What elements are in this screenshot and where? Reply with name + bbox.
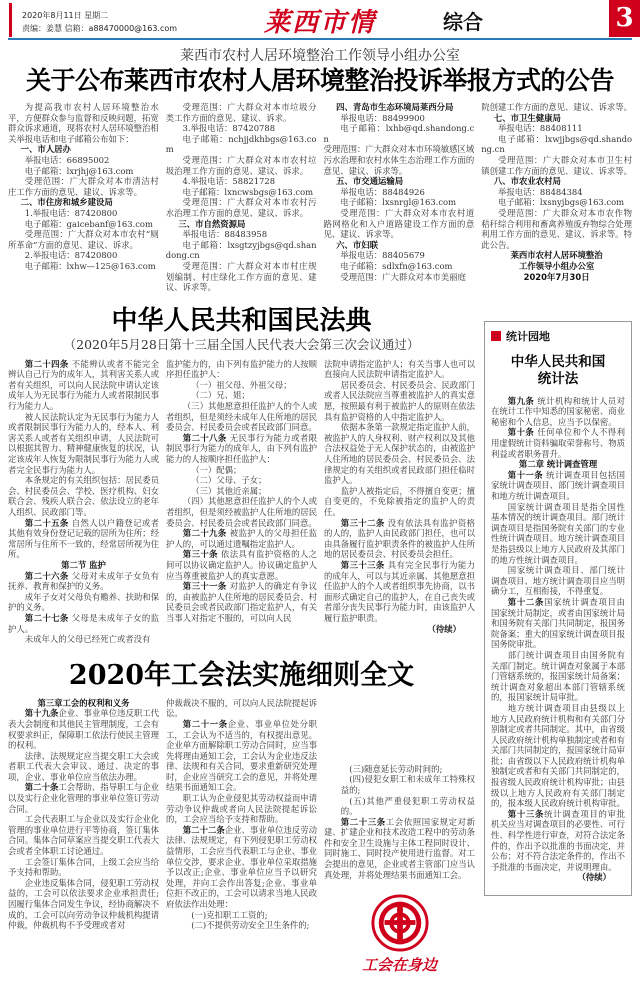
paragraph-text: 部门统计调查项目由国务院有关部门制定。统计调查对象属于本部门管辖系统的，报国家统计局备案；统计调查对象超出本部门管辖系统的，报国家统计局审批。 (491, 649, 625, 703)
paragraph-text: 受理范围：广大群众对本市环境敏感区域污水治理和农村水体生态治理工作方面的意见、建议、诉求等。 (323, 144, 475, 176)
paragraph (166, 496, 317, 528)
paragraph-text: 具有完全民事行为能力的成年人，可以与其近亲属、其他愿意担任监护人的个人或者组织事先协商，以书面形式确定自己的监护人，在自己丧失或者部分丧失民事行为能力时，由该监护人履行监护职责。 (324, 559, 475, 623)
article-number: 第三十二条 (340, 517, 385, 528)
notice-column (166, 102, 317, 293)
paragraph (8, 592, 159, 613)
page-number: 3 (609, 0, 640, 37)
labor-law-column (324, 764, 475, 881)
paragraph (324, 774, 475, 795)
paragraph (166, 380, 317, 391)
paragraph-text: 受理范围：广大群众对本市美丽庭 (340, 271, 466, 282)
trade-union-emblem-icon (371, 894, 429, 952)
paragraph (166, 920, 317, 931)
paragraph-text: 受理范围：广大群众对本市卫生村镇创建工作方面的意见、建议、诉求等。 (481, 154, 632, 176)
paragraph-text: (五)其他严重侵犯职工劳动权益的。 (340, 795, 475, 817)
article-number: 第十一条 (507, 469, 544, 480)
paragraph-text: 受理范围：广大群众对本市垃圾分类工作方面的意见、建议、诉求。 (165, 102, 317, 123)
masthead (8, 0, 632, 42)
paragraph-text: 依法具有监护资格的人之间可以协议确定监护人。协议确定监护人应当尊重被监护人的真实意愿。 (166, 549, 317, 581)
paragraph (8, 571, 159, 592)
trade-union-logo (324, 894, 475, 975)
paragraph-text: 电子邮箱：lxsgtzyjbgs@qd.shandong.cn (165, 239, 317, 261)
paragraph (166, 528, 317, 549)
paragraph-text: 五、市交通运输局 (336, 176, 404, 187)
paragraph (491, 872, 625, 883)
paragraph (481, 208, 632, 250)
paragraph-text: 不能辨认或者不能完全辨认自己行为的成年人，其利害关系人或者有关组织，可以向人民法院申请认定该成年人为无民事行为能力人或者限制民事行为能力人。 (8, 358, 159, 412)
notice-column (481, 102, 632, 282)
paragraph-text: 监护人被指定后，不得擅自变更；擅自变更的，不免除被指定的监护人的责任。 (324, 485, 475, 517)
section-heading (324, 176, 475, 187)
paragraph (8, 412, 159, 476)
section-heading (324, 102, 475, 113)
paragraph (491, 703, 625, 809)
paragraph-text: 统计机构和统计人员对在统计工作中知悉的国家秘密、商业秘密和个人信息，应当予以保密。 (491, 395, 625, 427)
article-number: 第十条 (507, 427, 535, 438)
centered-line (8, 698, 159, 709)
paragraph-text: 七、市卫生健康局 (493, 112, 561, 123)
section-heading (8, 197, 159, 208)
notice-column (324, 102, 475, 282)
paragraph-text: 父母对未成年子女负有抚养、教育和保护的义务。 (8, 570, 159, 592)
paragraph-text: 第二章 统计调查管理 (518, 459, 598, 470)
paragraph-text: 2020年7月30日 (523, 271, 590, 282)
paragraph-text: 国家统计调查项目由国家统计局制定，或者由国家统计局和国务院有关部门共同制定，报国务院备案；重大的国家统计调查项目报国务院审批。 (491, 596, 626, 650)
paragraph-text: 本条规定的有关组织包括：居民委员会、村民委员会、学校、医疗机构、妇女联合会、残疾人联合会、依法设立的老年人组织、民政部门等。 (8, 475, 159, 517)
paragraph-text: 国家统计调查项目是指全国性基本情况的统计调查项目。部门统计调查项目是指国务院有关部门的专业性统计调查项目。地方统计调查项目是指县级以上地方人民政府及其部门的地方性统计调查项目。 (491, 501, 625, 565)
paragraph-text: 电子邮箱：nchjjdkhbgs@163.com (165, 133, 317, 155)
section-heading (8, 144, 159, 155)
paragraph (8, 176, 159, 197)
article-number: 第二十一条 (182, 718, 228, 729)
paragraph (324, 187, 475, 198)
statistics-sidebar (484, 321, 632, 896)
paragraph-text: 电子邮箱：lxwjjbgs@qd.shandong.cn (481, 133, 632, 155)
civil-code-column (324, 359, 475, 634)
paragraph-text: 电子邮箱：gaicebanf@163.com (24, 218, 153, 229)
issue-date: 2020年8月11日 星期二 (22, 11, 109, 20)
paragraph (8, 229, 159, 250)
paragraph (166, 549, 317, 581)
centered-line (481, 250, 632, 261)
paragraph (8, 708, 159, 750)
article-number: 第二十四条 (24, 358, 69, 369)
paragraph (491, 502, 625, 566)
article-number: 第三十三条 (340, 559, 385, 570)
section-heading (481, 113, 632, 124)
paragraph-text: 电子邮箱：lxsnrgl@163.com (340, 197, 457, 208)
paragraph-text: 4.举报电话：58821728 (182, 176, 276, 187)
paragraph-text: （待续） (577, 872, 611, 883)
article-number: 第二十九条 (182, 528, 227, 539)
paragraph (491, 427, 625, 459)
paragraph-text: 居民委员会、村民委员会、民政部门或者人民法院应当尊重被监护人的真实意愿，按照最有利于被监护人的原则在依法具有监护资格的人中指定监护人。 (324, 379, 475, 422)
paragraph (166, 261, 317, 293)
article-number: 第三十条 (182, 549, 218, 560)
paragraph-text: 自然人以户籍登记或者其他有效身份登记记载的居所为住所；经常居所与住所不一致的，经常居所视为住所。 (8, 517, 159, 560)
paragraph-text: （三）其他近亲属； (191, 485, 267, 496)
paragraph (166, 240, 317, 261)
paragraph-text: 二、市住房和城乡建设局 (20, 197, 113, 208)
paragraph (324, 261, 475, 272)
paragraph-text: （四）其他愿意担任监护人的个人或者组织，但是须经被监护人住所地的居民委员会、村民委员会或者民政部门同意。 (166, 496, 317, 528)
paragraph-text: （二）父母、子女； (191, 475, 267, 486)
centered-line (481, 261, 632, 272)
article-number: 第十二条 (507, 596, 545, 607)
paragraph (481, 123, 632, 134)
civil-code-column (8, 359, 159, 645)
paragraph (166, 359, 317, 380)
paragraph (166, 390, 317, 401)
paragraph (166, 793, 317, 825)
paragraph-text: 法律、法规规定应当提交职工大会或者职工代表大会审议、通过、决定的事项，企业、事业单位应当依法办理。 (8, 750, 159, 782)
paragraph-text: 工作领导小组办公室 (518, 260, 595, 271)
paragraph-text: 成年子女对父母负有赡养、扶助和保护的义务。 (8, 591, 159, 613)
paragraph (324, 624, 475, 635)
labor-law-column (8, 698, 159, 931)
paragraph (324, 796, 475, 817)
paragraph (491, 396, 625, 428)
paragraph (324, 518, 475, 560)
section-heading (481, 176, 632, 187)
paragraph-text: 工会帮助、指导职工与企业以及实行企业化管理的事业单位签订劳动合同。 (8, 782, 160, 814)
paragraph (8, 751, 159, 783)
paragraph (8, 155, 159, 166)
paragraph (324, 560, 475, 624)
section-heading (324, 240, 475, 251)
trade-union-slogan: 工会在身边 (361, 956, 437, 975)
paragraph-text: 父母是未成年子女的监护人。 (8, 612, 159, 634)
paragraph-text: 电子邮箱：lxrjhj@163.com (24, 165, 134, 176)
red-square-icon (491, 331, 501, 341)
paragraph-text: 举报电话：88483958 (182, 229, 268, 240)
paragraph (481, 102, 632, 113)
paragraph (8, 878, 159, 931)
paragraph-text: 四、青岛市生态环境局莱西分局 (336, 102, 454, 112)
paragraph-text: 任何单位和个人不得利用虚假统计资料骗取荣誉称号、物质利益或者职务晋升。 (491, 427, 625, 459)
sidebar-tag (491, 330, 625, 344)
paragraph-text: 受理范围：广大群众对本市农村垃圾治理工作方面的意见、建议、诉求。 (165, 154, 317, 176)
paragraph (8, 634, 159, 645)
paragraph-text: （二）兄、姐； (191, 390, 250, 401)
civil-code-column (166, 359, 317, 624)
paragraph-text: 工会依照国家规定对新建、扩建企业和技术改造工程中的劳动条件和安全卫生设施与主体工程同时设计、同时施工、同时投产使用进行监督。对工会提出的意见，企业或者主管部门应当认真处理，并将处理结果书面通知工会。 (324, 816, 476, 880)
paragraph-text: 职工认为企业侵犯其劳动权益而申请劳动争议仲裁或者向人民法院提起诉讼的，工会应当给予支持和帮助。 (166, 793, 317, 825)
paragraph (166, 197, 317, 218)
paragraph-text: (一)克扣职工工资的; (191, 909, 268, 920)
paragraph (491, 597, 625, 650)
paragraph (166, 102, 317, 123)
paragraph-text: 企业、事业单位违反职工代表大会制度和其他民主管理制度，工会有权要求纠正，保障职工依法行使民主管理的权利。 (8, 708, 160, 751)
paragraph-text: 一、市人居办 (20, 144, 71, 155)
paragraph (166, 465, 317, 476)
article-number: 第十三条 (507, 808, 545, 819)
paragraph (166, 475, 317, 486)
paragraph (8, 475, 159, 517)
paragraph-text: 3.举报电话：87420788 (182, 123, 276, 134)
centered-line (491, 459, 625, 470)
paragraph (324, 272, 475, 283)
paragraph-text: (四)侵犯女职工和未成年工特殊权益的; (340, 774, 475, 795)
paragraph (324, 250, 475, 261)
article-number: 第二十三条 (340, 816, 386, 827)
paragraph-text: (二)不提供劳动安全卫生条件的; (191, 920, 310, 931)
paragraph (324, 113, 475, 124)
section-name: 综合 (443, 10, 483, 34)
notice-body (8, 102, 632, 293)
paragraph-text: 举报电话：88484384 (498, 186, 583, 197)
notice-issuer: 莱西市农村人居环境整治工作领导小组办公室 (180, 48, 460, 64)
paragraph-text: 企业、事业单位违反劳动法律、法规规定，有下列侵犯职工劳动权益情形，工会应当代表职工与企业、事业单位交涉，要求企业、事业单位采取措施予以改正;企业、事业单位应当予以研究处理，并向工会作出答复;企业、事业单位拒不改正的，工会可以请求当地人民政府依法作出处理： (166, 824, 318, 909)
paragraph (166, 698, 317, 719)
paragraph-text: 国家统计调查项目、部门统计调查项目、地方统计调查项目应当明确分工，互相衔接，不得重复。 (491, 565, 625, 597)
paragraph (324, 764, 475, 775)
paragraph (481, 134, 632, 155)
paragraph-text: 被监护人的父母担任监护人的，可以通过遗嘱指定监护人。 (166, 528, 317, 549)
paragraph (166, 719, 317, 793)
paragraph-text: 统计调查项目包括国家统计调查项目、部门统计调查项目和地方统计调查项目。 (491, 469, 625, 502)
civil-code-headline: 中华人民共和国民法典 (111, 305, 372, 336)
paragraph-text: 仲裁裁决不服的，可以向人民法院提起诉讼。 (166, 697, 317, 719)
paragraph (8, 857, 159, 878)
paragraph-text: 电子邮箱：lxhw—125@163.com (24, 260, 156, 271)
paragraph-text: （一）祖父母、外祖父母； (191, 379, 292, 390)
paragraph (481, 155, 632, 176)
labor-law-column-with-logo (324, 698, 475, 976)
paragraph-text: 电子邮箱：lxncwsbgs@163.com (182, 186, 314, 197)
paragraph-text: 举报电话：88408111 (498, 123, 583, 134)
paragraph (324, 380, 475, 422)
paragraph-text: 企业违反集体合同，侵犯职工劳动权益的，工会可以依法要求企业承担责任;因履行集体合同发生争议，经协商解决不成的，工会可以向劳动争议仲裁机构提请仲裁，仲裁机构不予受理或者对 (8, 877, 159, 931)
paragraph-text: 举报电话：88499900 (340, 112, 425, 123)
paragraph-text: 第二节 监护 (61, 559, 106, 570)
editor-contact: 责编：姜慧 信箱：a88470000@163.com (22, 24, 178, 33)
paragraph-text: 举报电话：88484926 (340, 186, 425, 197)
paragraph-text: 法院申请指定监护人；有关当事人也可以直接向人民法院申请指定监护人。 (324, 358, 475, 380)
sidebar-title-line: 统计法 (537, 370, 579, 387)
article-number: 第二十六条 (24, 570, 69, 581)
paragraph (166, 134, 317, 155)
paragraph (8, 814, 159, 856)
article-number: 第三十一条 (182, 581, 227, 592)
paragraph-text: （待续） (427, 623, 461, 634)
header-divider (8, 38, 632, 40)
notice-headline: 关于公布莱西市农村人居环境整治投诉举报方式的公告 (25, 66, 614, 95)
paragraph-text: 六、市妇联 (336, 239, 378, 250)
paragraph (166, 486, 317, 497)
paragraph-text: 莱西市农村人居环境整治 (510, 250, 603, 261)
paragraph (166, 176, 317, 187)
section-heading (166, 219, 317, 230)
paragraph-text: 被人民法院认定为无民事行为能力人或者限制民事行为能力人的，经本人、利害关系人或者有关组织申请，人民法院可以根据其智力、精神健康恢复的状况，认定该成年人恢复为限制民事行为能力人或者完全民事行为能力人。 (8, 411, 159, 475)
notice-column (8, 102, 159, 272)
paragraph-text: 举报电话：66895002 (24, 154, 110, 165)
paragraph (8, 359, 159, 412)
paragraph-text: 工会代表职工与企业以及实行企业化管理的事业单位进行平等协商，签订集体合同。集体合同草案应当提交职工代表大会或者全体职工讨论通过。 (8, 814, 159, 857)
article-number: 第二十七条 (24, 612, 69, 623)
paragraph (491, 565, 625, 597)
paragraph-text: （一）配偶； (191, 464, 242, 475)
paragraph (324, 197, 475, 208)
paragraph-text: 受理范围：广大群众对本市农村“厕所革命”方面的意见、建议、诉求。 (8, 229, 159, 250)
paragraph (8, 518, 159, 560)
civil-code-subtitle: （2020年5月28日第十三届全国人民代表大会第三次会议通过） (63, 336, 420, 352)
paragraph-text: 地方统计调查项目由县级以上地方人民政府统计机构和有关部门分别制定或者共同制定。其中，由省级人民政府统计机构单独制定或者和有关部门共同制定的，报国家统计局审批；由省级以下人民政府统计机构单独制定或者和有关部门共同制定的，报省级人民政府统计机构审批；由县级以上地方人民政府有关部门制定的，报本级人民政府统计机构审批。 (491, 702, 625, 809)
article-number: 第二十条 (24, 782, 59, 793)
paragraph (324, 486, 475, 518)
paragraph-text: 院创建工作方面的意见、建议、诉求等。 (481, 102, 632, 112)
centered-line (8, 560, 159, 571)
paragraph (166, 187, 317, 198)
paragraph (8, 166, 159, 177)
sidebar-tag-label: 统计园地 (506, 329, 550, 343)
paragraph (8, 613, 159, 634)
paragraph-text: 电子邮箱：lxsnyjbgs@163.com (498, 197, 625, 208)
header-accent-bar (9, 3, 12, 37)
paragraph (166, 433, 317, 465)
paragraph (8, 782, 159, 814)
paragraph (491, 470, 625, 502)
paragraph-text: （三）其他愿意担任监护人的个人或者组织，但是须经未成年人住所地的居民委员会、村民委员会或者民政部门同意。 (166, 401, 317, 433)
paragraph-text: 依据本条第一款规定指定监护人前，被监护人的人身权利、财产权利以及其他合法权益处于无人保护状态的，由被监护人住所地的居民委员会、村民委员会、法律规定的有关组织或者民政部门担任临时监护人。 (324, 422, 475, 486)
paragraph (491, 650, 625, 703)
sidebar-title-line: 中华人民共和国 (510, 353, 606, 370)
paragraph (8, 250, 159, 261)
paragraph (324, 422, 475, 486)
paragraph-text: (三)随意延长劳动时间的; (349, 763, 443, 774)
paragraph (8, 208, 159, 219)
paragraph (481, 197, 632, 208)
article-number: 第十九条 (24, 708, 59, 719)
paragraph-text: 没有依法具有监护资格的人的，监护人由民政部门担任，也可以由具备履行监护职责条件的被监护人住所地的居民委员会、村民委员会担任。 (324, 517, 475, 560)
paragraph (324, 359, 475, 380)
paragraph (166, 401, 317, 433)
paragraph-text: 为提高我市农村人居环境整治水平，方便群众参与监督和反映问题，拓宽群众诉求通道，现将农村人居环境整治相关举报电话和电子邮箱公布如下： (8, 102, 159, 144)
paragraph-text: 未成年人的父母已经死亡或者没有 (24, 634, 151, 645)
paragraph-text: 受理范围：广大群众对本市农作物秸秆综合利用和畜禽养殖废弃物综合处理利用工作方面的意见、建议、诉求等。特此公告。 (481, 207, 632, 250)
paragraph (8, 102, 159, 144)
labor-law-body (8, 698, 475, 976)
paragraph-text: 八、市农业农村局 (493, 176, 561, 187)
paragraph-text: 工会签订集体合同，上级工会应当给予支持和帮助。 (8, 856, 159, 878)
civil-code-body (8, 359, 475, 645)
paragraph-text: 受理范围：广大群众对本市村庄规划编制、村庄绿化工作方面的意见、建议、诉求等。 (165, 260, 317, 293)
paragraph (166, 910, 317, 921)
paragraph (166, 581, 317, 623)
article-number: 第二十五条 (24, 517, 69, 528)
paragraph-text: 无民事行为能力或者限制民事行为能力的成年人，由下列有监护能力的人按顺序担任监护人： (166, 432, 317, 465)
paragraph (481, 187, 632, 198)
labor-law-column (166, 698, 317, 931)
sidebar-title (491, 354, 625, 388)
article-number: 第二十八条 (182, 432, 227, 443)
paragraph (166, 825, 317, 910)
paragraph-text: 第三章工会的权利和义务 (37, 697, 130, 708)
paragraph-text: 监护能力的，由下列有监护能力的人按顺序担任监护人： (166, 358, 317, 380)
paragraph (324, 208, 475, 240)
paragraph (491, 809, 625, 873)
paragraph (166, 123, 317, 134)
article-number: 第九条 (507, 395, 535, 406)
paragraph-text: 举报电话：88405679 (340, 250, 425, 261)
paragraph-text: 电子邮箱：sdlxfn@163.com (340, 260, 453, 271)
labor-law-headline: 2020年工会法实施细则全文 (68, 659, 415, 691)
paragraph-text: 电子邮箱：lxhb@qd.shandong.cn (323, 123, 475, 144)
paragraph (8, 261, 159, 272)
paragraph (166, 155, 317, 176)
paragraph-text: 受理范围：广大群众对本市清洁村庄工作方面的意见、建议、诉求等。 (8, 176, 159, 197)
lower-section (8, 305, 632, 976)
paragraph (324, 123, 475, 144)
article-number: 第二十二条 (182, 824, 225, 835)
masthead-logo: 莱西市情 (263, 8, 376, 38)
paragraph (324, 817, 475, 881)
sidebar-body (491, 396, 625, 883)
paragraph (8, 219, 159, 230)
paragraph-text: 统计调查项目的审批机关应当对调查项目的必要性、可行性、科学性进行审查，对符合法定条件的，作出予以批准的书面决定，并公布；对不符合法定条件的，作出不予批准的书面决定，并说明理由。 (491, 808, 626, 872)
paragraph-text: 企业、事业单位处分职工，工会认为不适当的，有权提出意见。企业单方面解除职工劳动合同时，应当事先将理由通知工会，工会认为企业违反法律、法规和有关合同，要求重新研究处理时，企业应当研究工会的意见，并将处理结果书面通知工会。 (166, 718, 318, 793)
paragraph-text: 对监护人的确定有争议的，由被监护人住所地的居民委员会、村民委员会或者民政部门指定监护人，有关当事人对指定不服的，可以向人民 (166, 581, 317, 623)
paragraph-text: 受理范围：广大群众对本市农村道路网格化和入户道路建设工作方面的意见、建议、诉求等。 (323, 207, 475, 240)
centered-line (481, 272, 632, 283)
paragraph-text: 2.举报电话：87420800 (24, 250, 118, 261)
paragraph (324, 144, 475, 176)
paragraph (166, 229, 317, 240)
paragraph-text: 三、市自然资源局 (178, 218, 246, 229)
paragraph-text: 1.举报电话：87420800 (24, 207, 118, 218)
paragraph-text: 受理范围：广大群众对本市农村污水治理工作方面的意见、建议、诉求。 (165, 197, 317, 218)
main-articles (8, 305, 475, 976)
